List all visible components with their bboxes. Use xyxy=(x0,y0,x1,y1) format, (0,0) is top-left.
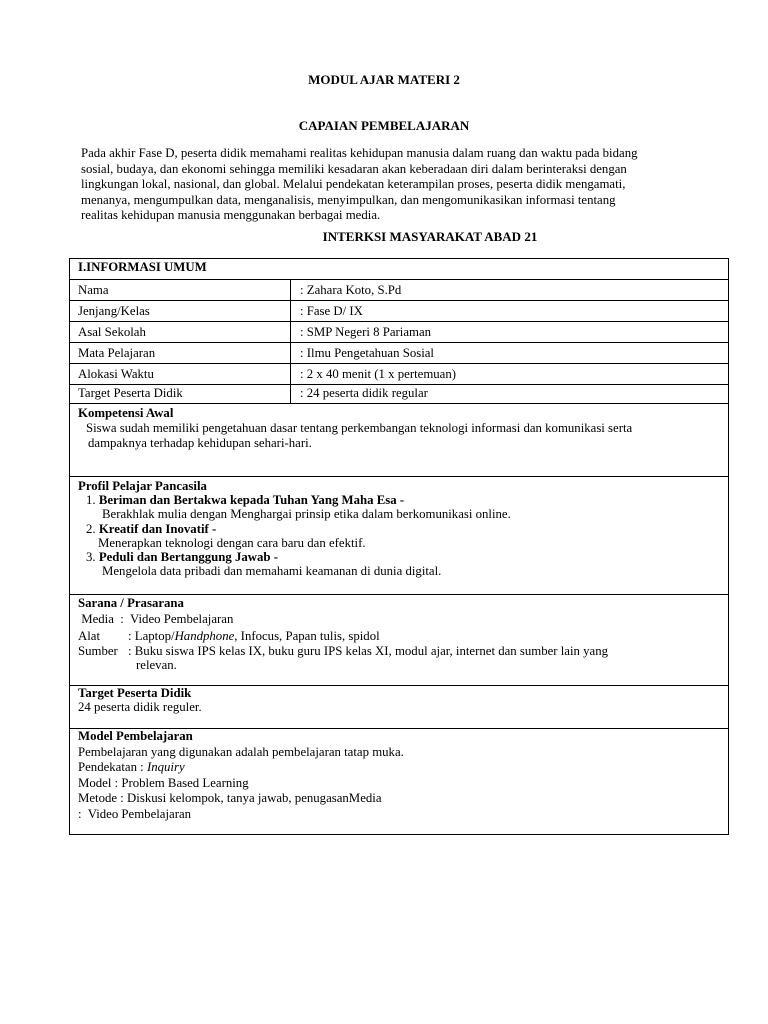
table-row xyxy=(70,364,728,385)
profil-section xyxy=(70,477,728,595)
model-text: Model : Problem Based Learning xyxy=(78,775,249,790)
model-pendekatan xyxy=(78,760,724,776)
item-title: Peduli dan Bertanggung Jawab - xyxy=(98,550,279,565)
table-row xyxy=(70,385,728,404)
row-value: : Ilmu Pengetahuan Sosial xyxy=(300,346,434,360)
column-divider xyxy=(290,364,291,384)
item-number: 2. xyxy=(86,521,96,536)
table-row xyxy=(70,280,728,301)
sarana-section xyxy=(70,595,728,686)
pendekatan-label: Pendekatan : xyxy=(78,760,147,774)
column-divider xyxy=(290,385,291,403)
table-row xyxy=(70,343,728,364)
kompetensi-text: dampaknya terhadap kehidupan sehari-hari. xyxy=(88,436,312,450)
info-header: I.INFORMASI UMUM xyxy=(78,260,207,274)
column-divider xyxy=(290,322,291,342)
sumber-label: Sumber xyxy=(78,644,118,658)
section-title: INTERKSI MASYARAKAT ABAD 21 xyxy=(322,229,538,244)
alat-italic: Handphone xyxy=(174,629,235,643)
row-label: Nama xyxy=(78,283,109,297)
target-heading: Target Peserta Didik xyxy=(78,686,192,700)
document-title: MODUL AJAR MATERI 2 xyxy=(308,72,460,87)
table-row xyxy=(70,322,728,343)
capaian-line: lingkungan lokal, nasional, dan global. Melalui pendekatan keterampilan proses, peserta didik mengamati, xyxy=(81,177,626,191)
row-value: : 24 peserta didik regular xyxy=(300,386,428,400)
kompetensi-heading: Kompetensi Awal xyxy=(78,406,174,420)
column-divider xyxy=(290,343,291,363)
sarana-alat xyxy=(78,628,724,645)
row-value: : 2 x 40 menit (1 x pertemuan) xyxy=(300,367,457,381)
item-title: Beriman dan Bertakwa kepada Tuhan Yang Maha Esa - xyxy=(98,493,405,508)
item-number: 3. xyxy=(86,550,96,565)
row-value: : Zahara Koto, S.Pd xyxy=(300,283,402,297)
table-row xyxy=(70,301,728,322)
target-text: 24 peserta didik reguler. xyxy=(78,700,202,714)
item-description: Mengelola data pribadi dan memahami keamanan di dunia digital. xyxy=(102,564,442,579)
sarana-media: Media : Video Pembelajaran xyxy=(78,612,234,626)
capaian-line: Pada akhir Fase D, peserta didik memahami realitas kehidupan manusia dalam ruang dan waktu pada bidang xyxy=(81,146,638,160)
capaian-line: menanya, mengumpulkan data, menganalisis, menyimpulkan, dan mengomunikasikan informasi tentang xyxy=(81,192,616,207)
profil-heading: Profil Pelajar Pancasila xyxy=(78,479,207,493)
column-divider xyxy=(290,301,291,321)
kompetensi-section xyxy=(70,404,728,477)
sumber-value: : Buku siswa IPS kelas IX, buku guru IPS kelas XI, modul ajar, internet dan sumber lain yang xyxy=(128,644,609,658)
list-item xyxy=(78,493,724,507)
model-heading: Model Pembelajaran xyxy=(78,729,193,743)
row-label: Asal Sekolah xyxy=(78,325,146,339)
info-table xyxy=(69,258,729,835)
model-text: Metode : Diskusi kelompok, tanya jawab, penugasanMedia xyxy=(78,791,382,805)
kompetensi-text: Siswa sudah memiliki pengetahuan dasar tentang perkembangan teknologi informasi dan komunikasi serta xyxy=(86,421,633,435)
capaian-paragraph xyxy=(81,146,743,224)
row-value: : SMP Negeri 8 Pariaman xyxy=(300,325,432,339)
sarana-sumber xyxy=(78,645,724,672)
info-header-row xyxy=(70,259,728,280)
row-label: Target Peserta Didik xyxy=(78,386,183,400)
item-description: Menerapkan teknologi dengan cara baru dan efektif. xyxy=(98,535,366,550)
item-description: Berakhlak mulia dengan Menghargai prinsip etika dalam berkomunikasi online. xyxy=(102,507,511,522)
row-value: : Fase D/ IX xyxy=(300,304,363,318)
model-text: Pembelajaran yang digunakan adalah pembelajaran tatap muka. xyxy=(78,744,404,759)
item-title: Kreatif dan Inovatif - xyxy=(98,521,217,536)
capaian-title: CAPAIAN PEMBELAJARAN xyxy=(298,118,470,133)
column-divider xyxy=(290,280,291,300)
list-item xyxy=(78,550,724,564)
model-section xyxy=(70,729,728,833)
capaian-line: sosial, budaya, dan ekonomi sehingga memiliki kesadaran akan keberadaan diri dalam berinteraksi dengan xyxy=(81,161,627,176)
target-section xyxy=(70,686,728,729)
alat-rest: , Infocus, Papan tulis, spidol xyxy=(234,629,380,643)
item-number: 1. xyxy=(86,493,96,508)
row-label: Alokasi Waktu xyxy=(78,367,154,381)
row-label: Jenjang/Kelas xyxy=(78,304,150,318)
pendekatan-value: Inquiry xyxy=(146,760,185,774)
model-text: : Video Pembelajaran xyxy=(78,806,192,821)
alat-value: : Laptop/ xyxy=(128,629,175,643)
alat-label: Alat xyxy=(78,629,101,643)
sumber-value: relevan. xyxy=(136,657,177,672)
row-label: Mata Pelajaran xyxy=(78,346,156,360)
list-item xyxy=(78,522,724,536)
capaian-line: realitas kehidupan manusia menggunakan berbagai media. xyxy=(81,208,381,222)
sarana-heading: Sarana / Prasarana xyxy=(78,596,184,610)
